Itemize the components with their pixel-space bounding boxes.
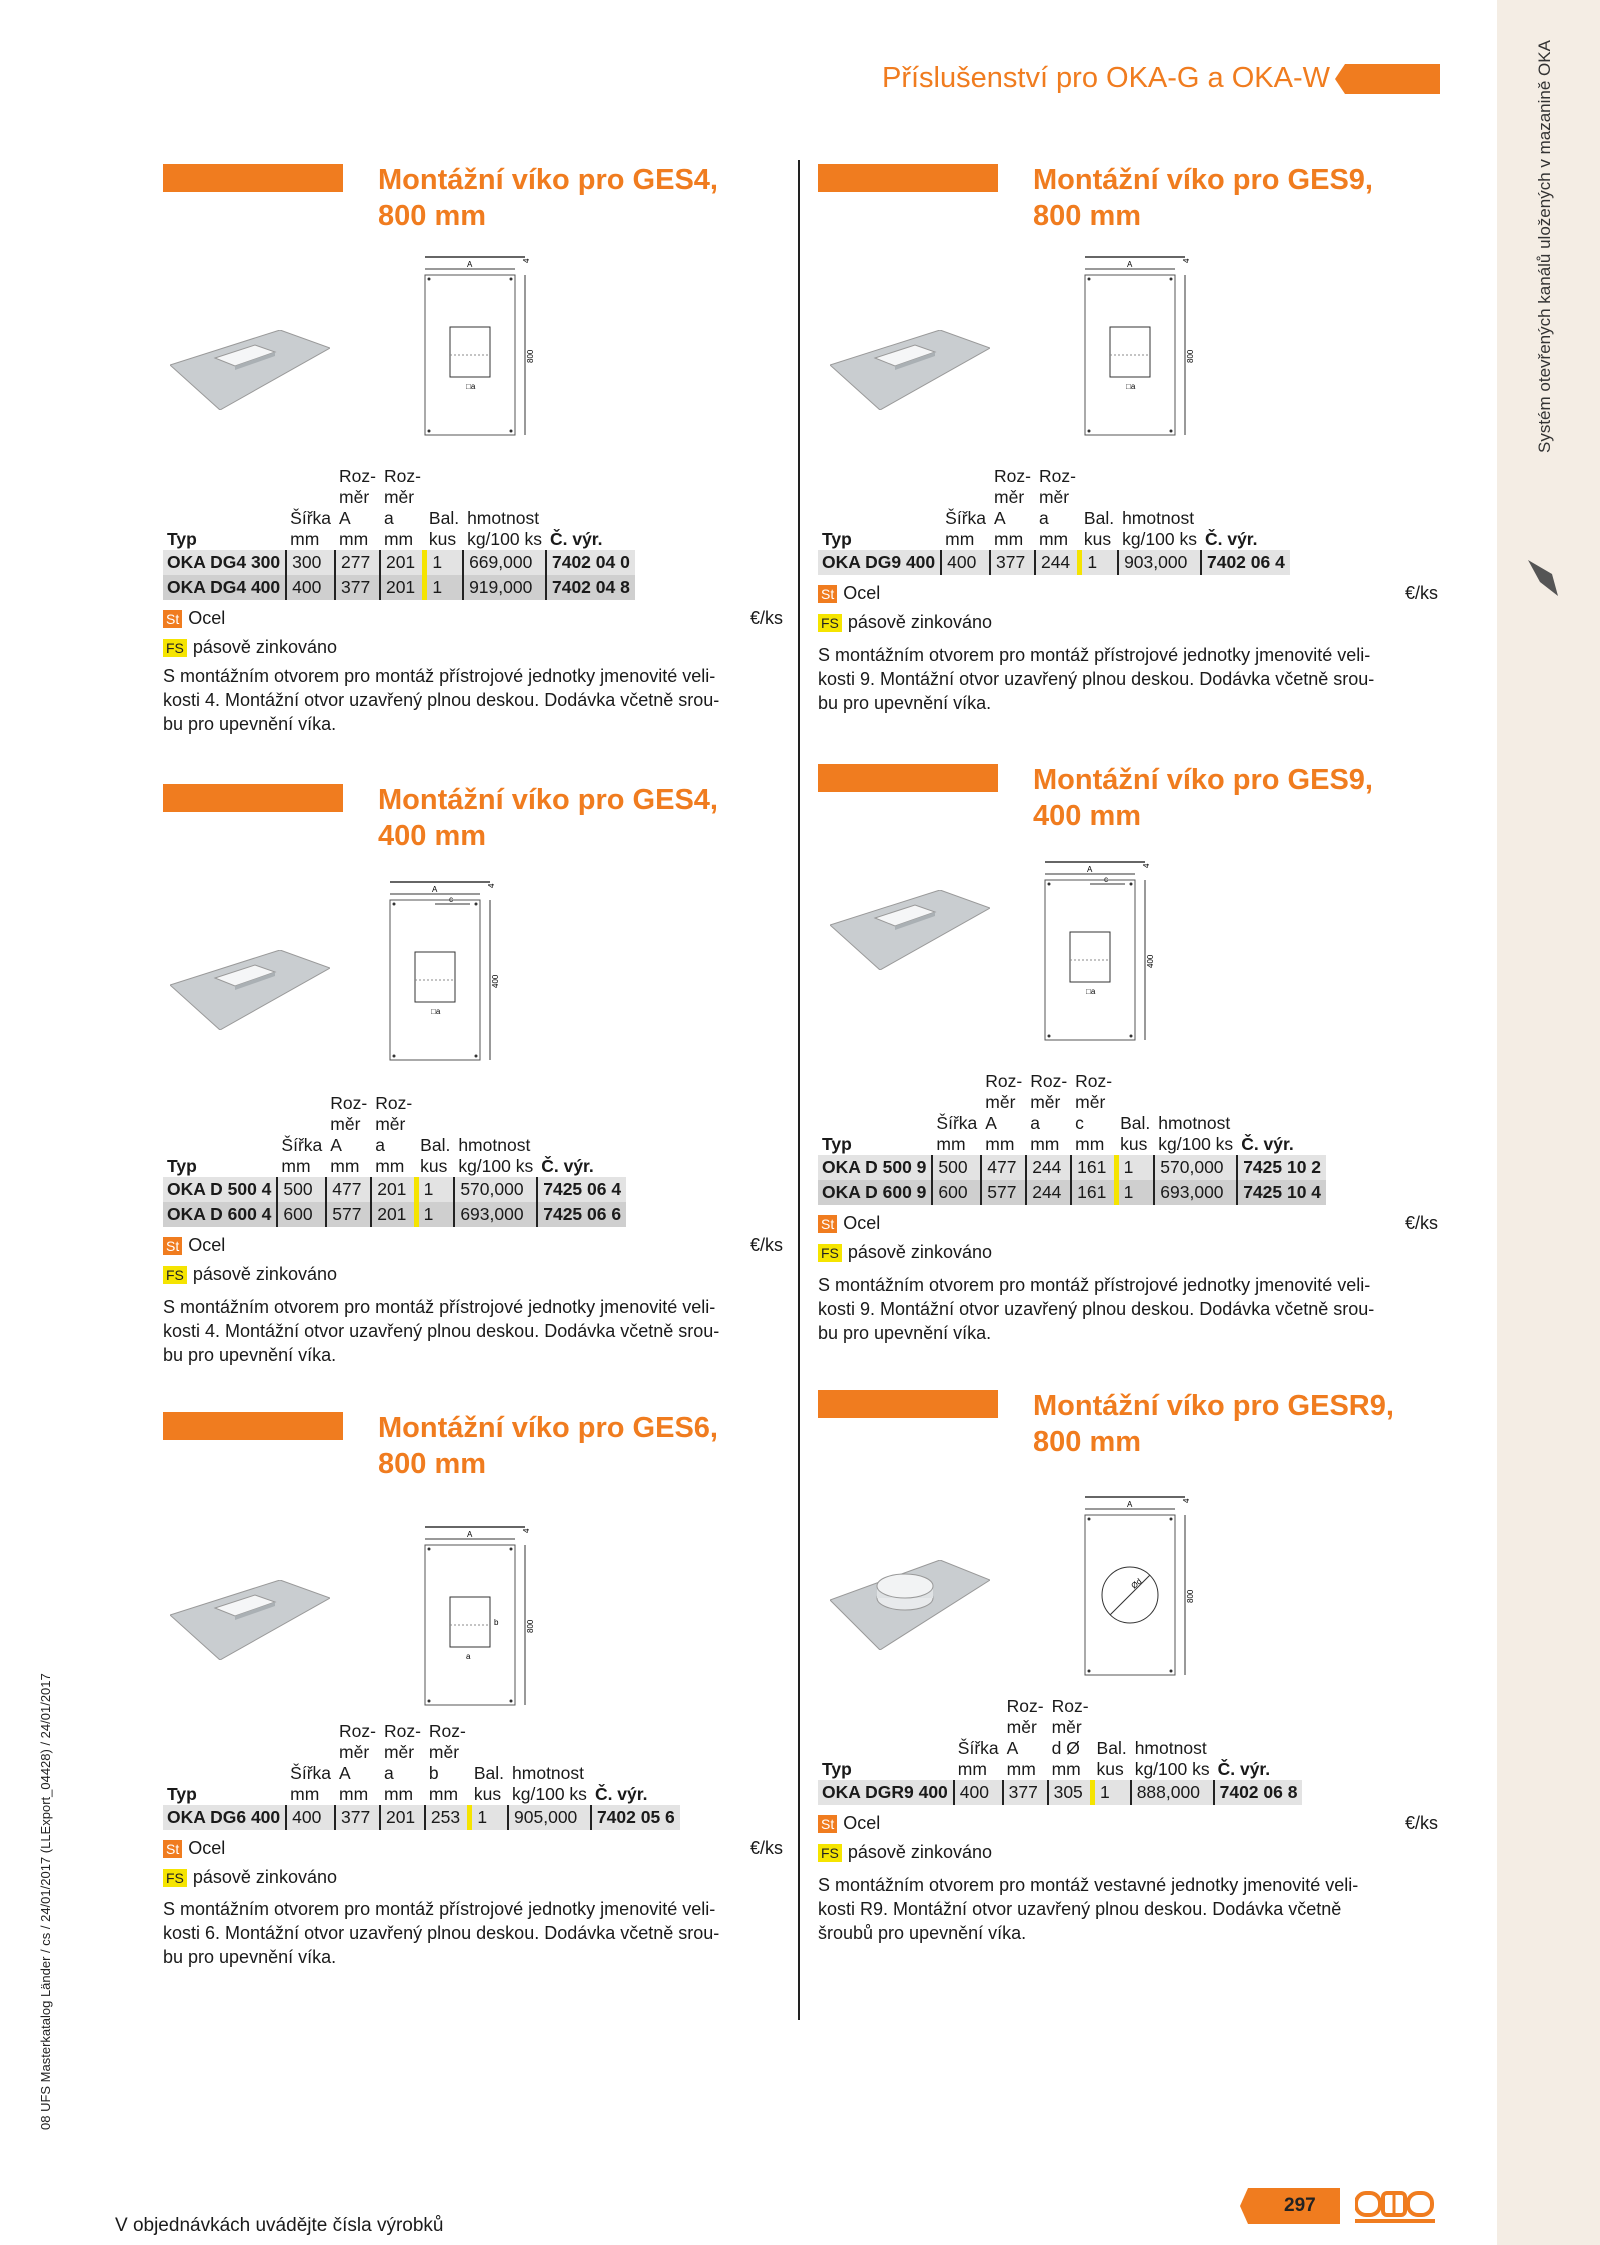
table-row — [163, 1202, 626, 1227]
spec-table — [163, 1093, 626, 1227]
column-header: hmotnost kg/100 ks — [1134, 1738, 1210, 1779]
table-cell: 1 — [1093, 1780, 1131, 1805]
material-label: Ocel — [188, 608, 226, 628]
finish-label: pásově zinkováno — [847, 612, 992, 632]
column-header: Č. výr. — [549, 529, 603, 549]
table-cell: 7402 05 6 — [591, 1805, 680, 1830]
finish-label: pásově zinkováno — [192, 637, 337, 657]
material-line — [163, 608, 783, 629]
footer-note: V objednávkách uvádějte čísla výrobků — [115, 2215, 444, 2236]
table-cell: 201 — [380, 1805, 425, 1830]
product-image — [170, 950, 330, 1035]
product-image — [830, 330, 990, 415]
dimension-drawing — [1040, 855, 1170, 1060]
column-header: Bal. kus — [1120, 1113, 1151, 1154]
table-row — [818, 1780, 1302, 1805]
material-label: Ocel — [843, 1213, 881, 1233]
page-number — [1240, 2188, 1340, 2224]
material-label: Ocel — [843, 1813, 881, 1833]
column-header: Roz- měr a mm — [375, 1093, 413, 1176]
table-cell: 7402 04 0 — [546, 550, 635, 575]
table-cell: 377 — [335, 575, 380, 600]
table-cell: 693,000 — [454, 1202, 537, 1227]
column-header: hmotnost kg/100 ks — [1122, 508, 1197, 549]
table-cell: 577 — [981, 1180, 1026, 1205]
page-header — [840, 58, 1440, 98]
header-tab-icon — [1335, 64, 1440, 94]
table-cell: 161 — [1071, 1155, 1116, 1180]
section-accent-bar — [163, 784, 343, 812]
table-cell: 1 — [1116, 1180, 1154, 1205]
table-cell: 377 — [335, 1805, 380, 1830]
material-line — [163, 1838, 783, 1859]
material-label: Ocel — [188, 1838, 226, 1858]
svg-text:4: 4 — [1142, 863, 1151, 868]
product-image — [170, 330, 330, 415]
spec-table — [163, 466, 635, 600]
table-cell: 477 — [326, 1177, 371, 1202]
table-header — [818, 1696, 1302, 1780]
table-cell: 693,000 — [1154, 1180, 1237, 1205]
finish-badge: FS — [163, 1266, 187, 1284]
spec-table — [163, 1721, 680, 1830]
svg-text:a: a — [466, 1652, 471, 1661]
table-cell: OKA D 600 9 — [818, 1180, 932, 1205]
column-header: Č. výr. — [541, 1156, 594, 1176]
column-header: Č. výr. — [1217, 1759, 1271, 1779]
table-cell: OKA DG4 400 — [163, 575, 286, 600]
sidebar-title: Systém otevřených kanálů uložených v mazanině OKA — [1535, 40, 1554, 453]
svg-text:4: 4 — [1182, 258, 1191, 263]
finish-badge: FS — [818, 1244, 842, 1262]
svg-text:A: A — [467, 260, 473, 269]
product-description: S montážním otvorem pro montáž přístrojové jednotky jmenovité veli- kosti 4. Montážní otvor uzavřený plnou deskou. Dodávka včetně srou- bu pro upevnění víka. — [163, 1297, 720, 1365]
column-header: Č. výr. — [1204, 529, 1258, 549]
finish-badge: FS — [818, 1844, 842, 1862]
column-header: Typ — [822, 1759, 852, 1779]
material-label: Ocel — [188, 1235, 226, 1255]
dimension-drawing — [1080, 1490, 1210, 1695]
svg-text:800: 800 — [526, 1619, 535, 1633]
product-description: S montážním otvorem pro montáž přístrojové jednotky jmenovité veli- kosti 4. Montážní otvor uzavřený plnou deskou. Dodávka včetně srou- bu pro upevnění víka. — [163, 666, 720, 734]
material-line — [818, 1213, 1438, 1234]
svg-text:c: c — [449, 895, 453, 904]
product-description: S montážním otvorem pro montáž přístrojové jednotky jmenovité veli- kosti 9. Montážní otvor uzavřený plnou deskou. Dodávka včetně srou- bu pro upevnění víka. — [818, 645, 1375, 713]
material-badge: St — [818, 1215, 837, 1233]
section-accent-bar — [163, 1412, 343, 1440]
table-cell: OKA DG6 400 — [163, 1805, 286, 1830]
finish-label: pásově zinkováno — [847, 1242, 992, 1262]
price-unit: €/ks — [1404, 583, 1438, 603]
table-cell: 400 — [286, 575, 335, 600]
svg-text:A: A — [1087, 865, 1093, 874]
column-header: Roz- měr A mm — [339, 1721, 376, 1804]
column-header: hmotnost kg/100 ks — [512, 1763, 587, 1804]
dimension-drawing — [385, 875, 515, 1080]
table-cell: 244 — [1026, 1180, 1071, 1205]
product-image — [830, 890, 990, 975]
dimension-drawing — [1080, 250, 1210, 455]
column-header: Bal. kus — [473, 1763, 505, 1804]
column-header: Č. výr. — [594, 1784, 648, 1804]
table-cell: 244 — [1035, 550, 1080, 575]
material-badge: St — [163, 610, 182, 628]
section-title: Montážní víko pro GES4, 400 mm — [378, 784, 718, 852]
table-row — [818, 1155, 1326, 1180]
dimension-drawing — [420, 1520, 550, 1725]
table-cell: 7425 06 6 — [537, 1202, 626, 1227]
price-unit: €/ks — [749, 1838, 783, 1858]
table-row — [163, 1805, 680, 1830]
section-title: Montážní víko pro GES9, 400 mm — [1033, 764, 1373, 832]
table-cell: 888,000 — [1131, 1780, 1214, 1805]
table-cell: 400 — [941, 550, 990, 575]
finish-label: pásově zinkováno — [192, 1867, 337, 1887]
column-header: Roz- měr A mm — [339, 466, 376, 549]
table-cell: OKA D 600 4 — [163, 1202, 277, 1227]
column-header: Šířka mm — [957, 1738, 999, 1779]
table-cell: 201 — [371, 1202, 416, 1227]
table-cell: OKA D 500 4 — [163, 1177, 277, 1202]
product-image — [830, 1560, 990, 1655]
svg-text:□a: □a — [1126, 382, 1136, 391]
table-cell: 7425 06 4 — [537, 1177, 626, 1202]
column-header: Typ — [822, 529, 852, 549]
svg-text:400: 400 — [1146, 954, 1155, 968]
svg-text:800: 800 — [1186, 1589, 1195, 1603]
section-accent-bar — [818, 764, 998, 792]
table-cell: 1 — [1116, 1155, 1154, 1180]
svg-text:4: 4 — [522, 1528, 531, 1533]
table-cell: OKA DG4 300 — [163, 550, 286, 575]
table-cell: 201 — [380, 575, 425, 600]
table-cell: 300 — [286, 550, 335, 575]
svg-text:□a: □a — [466, 382, 476, 391]
table-row — [818, 1180, 1326, 1205]
column-header: Šířka mm — [936, 1113, 978, 1154]
table-cell: 7402 06 8 — [1214, 1780, 1303, 1805]
table-cell: 7425 10 4 — [1237, 1180, 1326, 1205]
table-cell: 570,000 — [454, 1177, 537, 1202]
table-header — [818, 466, 1290, 550]
column-header: Šířka mm — [290, 508, 332, 549]
section-title: Montážní víko pro GESR9, 800 mm — [1033, 1390, 1394, 1458]
column-header: Bal. kus — [1083, 508, 1115, 549]
price-unit: €/ks — [1404, 1813, 1438, 1833]
table-cell: 570,000 — [1154, 1155, 1237, 1180]
table-cell: 500 — [932, 1155, 981, 1180]
table-header — [163, 1093, 626, 1177]
material-line — [163, 1235, 783, 1256]
finish-badge: FS — [818, 614, 842, 632]
table-row — [163, 550, 635, 575]
obo-logo — [1355, 2190, 1435, 2224]
column-header: Typ — [167, 529, 197, 549]
table-cell: OKA DG9 400 — [818, 550, 941, 575]
column-header: Šířka mm — [281, 1135, 323, 1176]
section-accent-bar — [818, 164, 998, 192]
column-header: Typ — [822, 1134, 852, 1154]
column-header: Roz- měr c mm — [1075, 1071, 1113, 1154]
product-description: S montážním otvorem pro montáž vestavné jednotky jmenovité veli- kosti R9. Montážní otvor uzavřený plnou deskou. Dodávka včetně šroubů pro upevnění víka. — [818, 1875, 1359, 1943]
svg-text:800: 800 — [526, 349, 535, 363]
section-title: Montážní víko pro GES9, 800 mm — [1033, 164, 1373, 232]
table-cell: 161 — [1071, 1180, 1116, 1205]
column-header: Roz- měr a mm — [383, 466, 421, 549]
product-description: S montážním otvorem pro montáž přístrojové jednotky jmenovité veli- kosti 6. Montážní otvor uzavřený plnou deskou. Dodávka včetně srou- bu pro upevnění víka. — [163, 1899, 720, 1967]
column-header: Šířka mm — [945, 508, 987, 549]
material-badge: St — [163, 1237, 182, 1255]
chevron-icon — [1528, 560, 1558, 596]
table-row — [163, 575, 635, 600]
column-header: Typ — [167, 1784, 197, 1804]
svg-text:□a: □a — [1086, 987, 1096, 996]
table-cell: 377 — [990, 550, 1035, 575]
svg-text:A: A — [1127, 260, 1133, 269]
table-header — [163, 1721, 680, 1805]
price-unit: €/ks — [749, 1235, 783, 1255]
table-cell: OKA D 500 9 — [818, 1155, 932, 1180]
table-cell: 1 — [425, 575, 463, 600]
column-header: Typ — [167, 1156, 197, 1176]
table-cell: 400 — [954, 1780, 1003, 1805]
column-header: Bal. kus — [428, 508, 460, 549]
table-cell: 600 — [277, 1202, 326, 1227]
svg-text:4: 4 — [487, 883, 496, 888]
table-header — [818, 1071, 1326, 1155]
column-header: Roz- měr b mm — [428, 1721, 466, 1804]
table-cell: 253 — [425, 1805, 470, 1830]
table-cell: OKA DGR9 400 — [818, 1780, 954, 1805]
column-divider — [798, 160, 800, 2020]
material-label: Ocel — [843, 583, 881, 603]
finish-label: pásově zinkováno — [847, 1842, 992, 1862]
page-number-text: 297 — [1284, 2195, 1316, 2216]
table-cell: 7425 10 2 — [1237, 1155, 1326, 1180]
column-header: Roz- měr a mm — [1038, 466, 1076, 549]
section-accent-bar — [818, 1390, 998, 1418]
svg-text:□a: □a — [431, 1007, 441, 1016]
table-cell: 7402 04 8 — [546, 575, 635, 600]
svg-text:4: 4 — [1182, 1498, 1191, 1503]
svg-text:A: A — [467, 1530, 473, 1539]
table-cell: 201 — [380, 550, 425, 575]
svg-text:c: c — [1104, 875, 1108, 884]
table-cell: 277 — [335, 550, 380, 575]
table-cell: 919,000 — [463, 575, 546, 600]
table-cell: 1 — [425, 550, 463, 575]
section-title: Montážní víko pro GES6, 800 mm — [378, 1412, 718, 1480]
column-header: Bal. kus — [420, 1135, 451, 1176]
table-cell: 244 — [1026, 1155, 1071, 1180]
finish-line — [818, 612, 992, 633]
table-cell: 577 — [326, 1202, 371, 1227]
column-header: Roz- měr a mm — [1030, 1071, 1068, 1154]
table-cell: 377 — [1003, 1780, 1048, 1805]
column-header: Roz- měr A mm — [985, 1071, 1023, 1154]
material-badge: St — [818, 585, 837, 603]
finish-line — [163, 1867, 337, 1888]
material-badge: St — [818, 1815, 837, 1833]
table-cell: 305 — [1048, 1780, 1093, 1805]
table-cell: 1 — [416, 1202, 454, 1227]
material-line — [818, 1813, 1438, 1834]
column-header: Roz- měr d Ø mm — [1051, 1696, 1089, 1779]
table-cell: 400 — [286, 1805, 335, 1830]
table-cell: 201 — [371, 1177, 416, 1202]
spec-table — [818, 466, 1290, 575]
table-cell: 669,000 — [463, 550, 546, 575]
table-row — [818, 550, 1290, 575]
table-header — [163, 466, 635, 550]
section-accent-bar — [163, 164, 343, 192]
svg-text:A: A — [432, 885, 438, 894]
spec-table — [818, 1696, 1302, 1805]
finish-badge: FS — [163, 1869, 187, 1887]
column-header: Šířka mm — [290, 1763, 332, 1804]
product-image — [170, 1580, 330, 1665]
table-cell: 7402 06 4 — [1201, 550, 1290, 575]
column-header: Roz- měr A mm — [994, 466, 1031, 549]
svg-text:400: 400 — [491, 974, 500, 988]
catalog-meta: 08 UFS Masterkatalog Länder / cs / 24/01/2017 (LLExport_04428) / 24/01/2017 — [38, 1673, 53, 2130]
finish-line — [818, 1242, 992, 1263]
svg-text:800: 800 — [1186, 349, 1195, 363]
column-header: hmotnost kg/100 ks — [458, 1135, 534, 1176]
column-header: Roz- měr A mm — [330, 1093, 368, 1176]
material-line — [818, 583, 1438, 604]
spec-table — [818, 1071, 1326, 1205]
column-header: hmotnost kg/100 ks — [1158, 1113, 1234, 1154]
svg-text:Ød: Ød — [1129, 1576, 1144, 1591]
table-cell: 600 — [932, 1180, 981, 1205]
dimension-drawing — [420, 250, 550, 455]
price-unit: €/ks — [749, 608, 783, 628]
column-header: Bal. kus — [1096, 1738, 1127, 1779]
table-cell: 1 — [1080, 550, 1118, 575]
price-unit: €/ks — [1404, 1213, 1438, 1233]
table-row — [163, 1177, 626, 1202]
product-description: S montážním otvorem pro montáž přístrojové jednotky jmenovité veli- kosti 9. Montážní otvor uzavřený plnou deskou. Dodávka včetně srou- bu pro upevnění víka. — [818, 1275, 1375, 1343]
finish-line — [163, 1264, 337, 1285]
column-header: Č. výr. — [1241, 1134, 1294, 1154]
section-title: Montážní víko pro GES4, 800 mm — [378, 164, 718, 232]
finish-label: pásově zinkováno — [192, 1264, 337, 1284]
table-cell: 905,000 — [508, 1805, 591, 1830]
finish-line — [818, 1842, 992, 1863]
svg-text:A: A — [1127, 1500, 1133, 1509]
table-cell: 1 — [416, 1177, 454, 1202]
table-cell: 903,000 — [1118, 550, 1201, 575]
page-title: Příslušenství pro OKA-G a OKA-W — [882, 62, 1330, 94]
svg-text:4: 4 — [522, 258, 531, 263]
column-header: Roz- měr a mm — [383, 1721, 421, 1804]
material-badge: St — [163, 1840, 182, 1858]
finish-line — [163, 637, 337, 658]
table-cell: 1 — [470, 1805, 508, 1830]
column-header: hmotnost kg/100 ks — [467, 508, 542, 549]
finish-badge: FS — [163, 639, 187, 657]
table-cell: 477 — [981, 1155, 1026, 1180]
table-cell: 500 — [277, 1177, 326, 1202]
column-header: Roz- měr A mm — [1006, 1696, 1044, 1779]
svg-text:b: b — [494, 1618, 499, 1627]
